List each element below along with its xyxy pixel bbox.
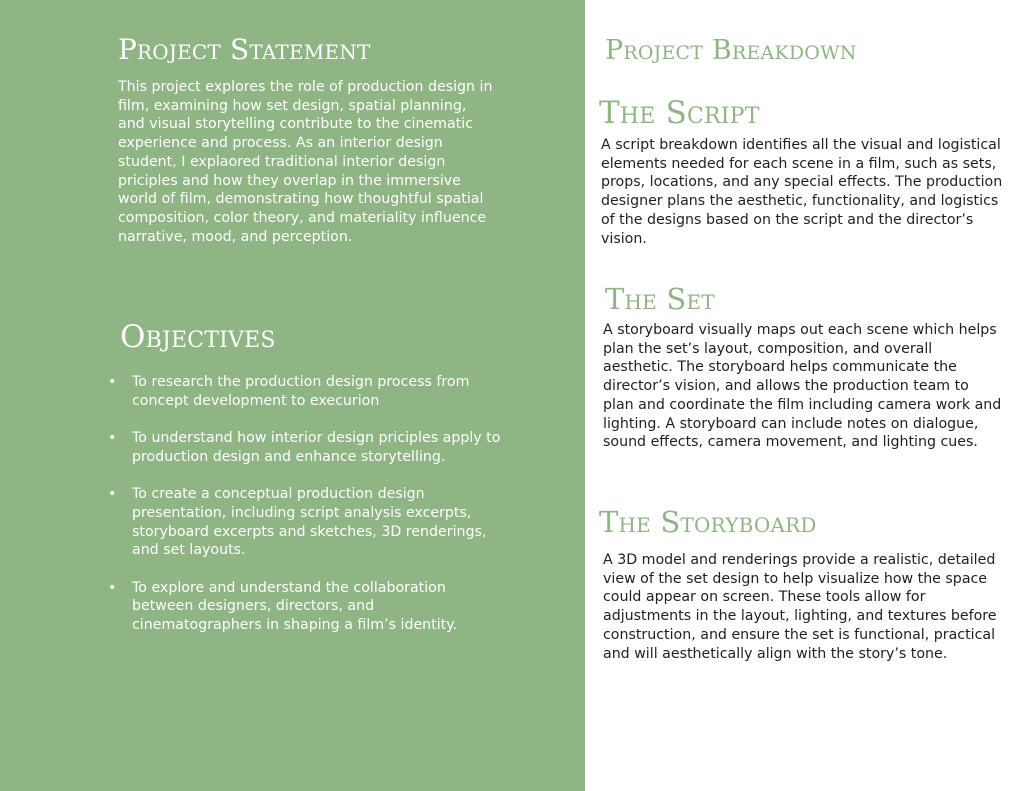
the-script-text: A script breakdown identifies all the visual and logistical elements needed for each scene in a film, such as sets, props, locations, and any special effects. The production designer plans the aesthetic, functionality, and logistics of the designs based on the script and the director’s vision. (601, 137, 1003, 247)
bullet-icon: • (108, 579, 117, 596)
objective-text: To create a conceptual production design presentation, including script analysis excerpts, storyboard excerpts and sketches, 3D renderings, and set layouts. (132, 486, 487, 559)
objective-text: To understand how interior design priciples apply to production design and enhance storytelling. (132, 430, 501, 465)
bullet-icon: • (108, 430, 117, 447)
list-item (108, 579, 508, 635)
project-statement-text: This project explores the role of production design in film, examining how set design, spatial planning, and visual storytelling contribute to the cinematic experience and process. As an interior design student, I explaored traditional interior design priciples and how they overlap in the immersive world of film, demonstrating how thoughtful spatial composition, color theory, and materiality influence narrative, mood, and perception. (118, 79, 493, 245)
bullet-icon: • (108, 374, 117, 390)
objective-text: To research the production design process from concept development to execurion (132, 374, 470, 409)
list-item (108, 485, 508, 560)
objectives-list (108, 373, 508, 653)
the-set-text: A storyboard visually maps out each scene which helps plan the set’s layout, composition, and overall aesthetic. The storyboard helps communicate the director’s vision, and allows the production team to plan and coordinate the film including camera work and lighting. A storyboard can include notes on dialogue, sound effects, camera movement, and lighting cues. (603, 322, 1002, 451)
objectives-title: Objectives (120, 319, 276, 355)
list-item (108, 429, 508, 466)
the-script-title: The Script (599, 95, 760, 131)
project-statement-title: Project Statement (118, 33, 371, 66)
list-item (108, 373, 508, 410)
right-panel (585, 0, 1024, 791)
objective-text: To explore and understand the collaboration between designers, directors, and cinematographers in shaping a film’s identity. (132, 579, 458, 634)
bullet-icon: • (108, 486, 117, 503)
project-breakdown-title: Project Breakdown (605, 35, 857, 66)
the-set-title: The Set (605, 282, 715, 316)
the-storyboard-title: The Storyboard (599, 505, 817, 539)
the-storyboard-text: A 3D model and renderings provide a realistic, detailed view of the set design to help visualize how the space could appear on screen. These tools allow for adjustments in the layout, lighting, and textures before construction, and ensure the set is functional, practical and will aesthetically align with the story’s tone. (603, 552, 997, 662)
